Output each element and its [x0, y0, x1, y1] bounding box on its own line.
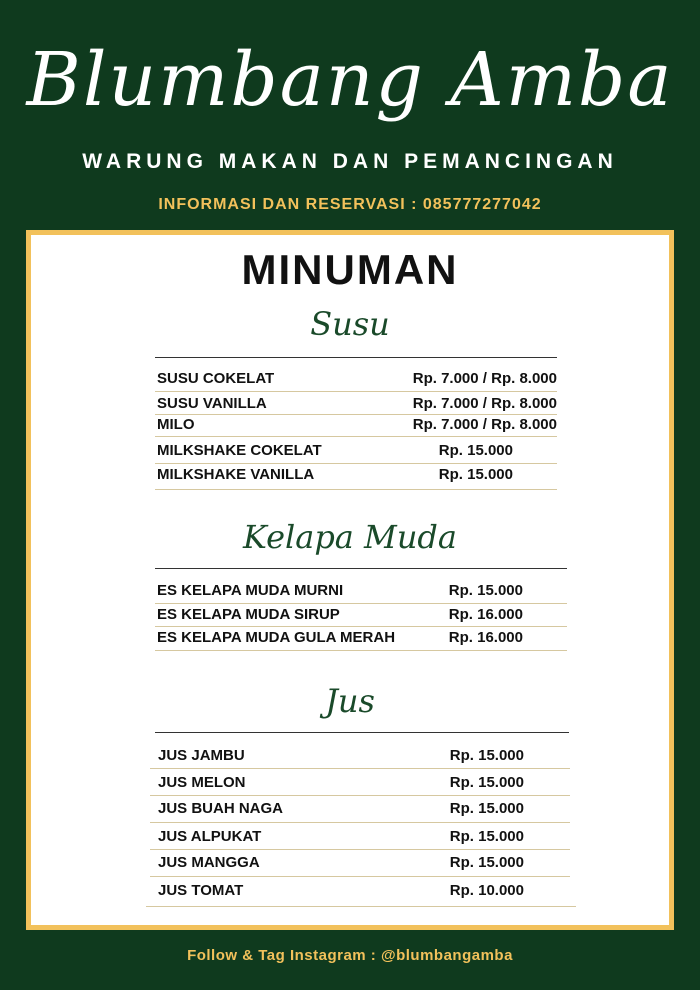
item-price: Rp. 15.000 [449, 747, 524, 764]
row-divider [155, 626, 567, 627]
item-price: Rp. 15.000 [449, 854, 524, 871]
tagline: WARUNG MAKAN DAN PEMANCINGAN [82, 150, 618, 173]
row-divider [146, 906, 576, 907]
list-item [158, 828, 524, 845]
list-item [157, 466, 513, 483]
item-name: ES KELAPA MUDA MURNI [157, 582, 344, 599]
row-divider [150, 822, 570, 823]
section-title-jus: Jus [325, 682, 375, 720]
item-price: Rp. 15.000 [438, 466, 513, 483]
list-item [158, 882, 524, 899]
item-price: Rp. 15.000 [438, 442, 513, 459]
item-name: JUS MELON [158, 774, 246, 791]
item-name: JUS BUAH NAGA [158, 800, 284, 817]
item-name: MILKSHAKE VANILLA [157, 466, 315, 483]
row-divider [155, 650, 567, 651]
row-divider [155, 391, 557, 392]
list-item [158, 800, 524, 817]
item-price: Rp. 10.000 [449, 882, 524, 899]
row-divider [155, 414, 557, 415]
row-divider [155, 436, 557, 437]
list-item [157, 606, 523, 623]
item-price: Rp. 15.000 [449, 800, 524, 817]
item-name: JUS ALPUKAT [158, 828, 262, 845]
row-divider [155, 489, 557, 490]
item-price: Rp. 7.000 / Rp. 8.000 [412, 416, 557, 433]
row-divider [150, 849, 570, 850]
row-divider [150, 768, 570, 769]
item-name: ES KELAPA MUDA SIRUP [157, 606, 340, 623]
item-name: JUS TOMAT [158, 882, 244, 899]
list-item [158, 774, 524, 791]
list-item [157, 629, 523, 646]
item-price: Rp. 15.000 [449, 774, 524, 791]
section-divider [155, 732, 569, 733]
row-divider [155, 603, 567, 604]
section-divider [155, 357, 557, 358]
section-title-kelapa-muda: Kelapa Muda [243, 518, 457, 556]
item-name: SUSU VANILLA [157, 395, 267, 412]
item-name: SUSU COKELAT [157, 370, 275, 387]
item-name: ES KELAPA MUDA GULA MERAH [157, 629, 396, 646]
item-name: JUS MANGGA [158, 854, 260, 871]
item-price: Rp. 16.000 [448, 629, 523, 646]
item-price: Rp. 15.000 [448, 582, 523, 599]
list-item [158, 747, 524, 764]
contact-info: INFORMASI DAN RESERVASI : 085777277042 [158, 196, 542, 213]
section-divider [155, 568, 567, 569]
section-title-susu: Susu [310, 305, 390, 343]
instagram-footer: Follow & Tag Instagram : @blumbangamba [187, 947, 513, 964]
item-name: MILO [157, 416, 195, 433]
list-item [157, 582, 523, 599]
list-item [157, 395, 557, 412]
item-name: MILKSHAKE COKELAT [157, 442, 322, 459]
list-item [158, 854, 524, 871]
item-price: Rp. 16.000 [448, 606, 523, 623]
item-price: Rp. 15.000 [449, 828, 524, 845]
row-divider [150, 795, 570, 796]
list-item [157, 442, 513, 459]
item-name: JUS JAMBU [158, 747, 245, 764]
list-item [157, 416, 557, 433]
item-price: Rp. 7.000 / Rp. 8.000 [412, 395, 557, 412]
menu-title: MINUMAN [241, 246, 459, 293]
item-price: Rp. 7.000 / Rp. 8.000 [412, 370, 557, 387]
row-divider [150, 876, 570, 877]
brand-title: Blumbang Amba [26, 37, 674, 123]
list-item [157, 370, 557, 387]
row-divider [155, 463, 557, 464]
